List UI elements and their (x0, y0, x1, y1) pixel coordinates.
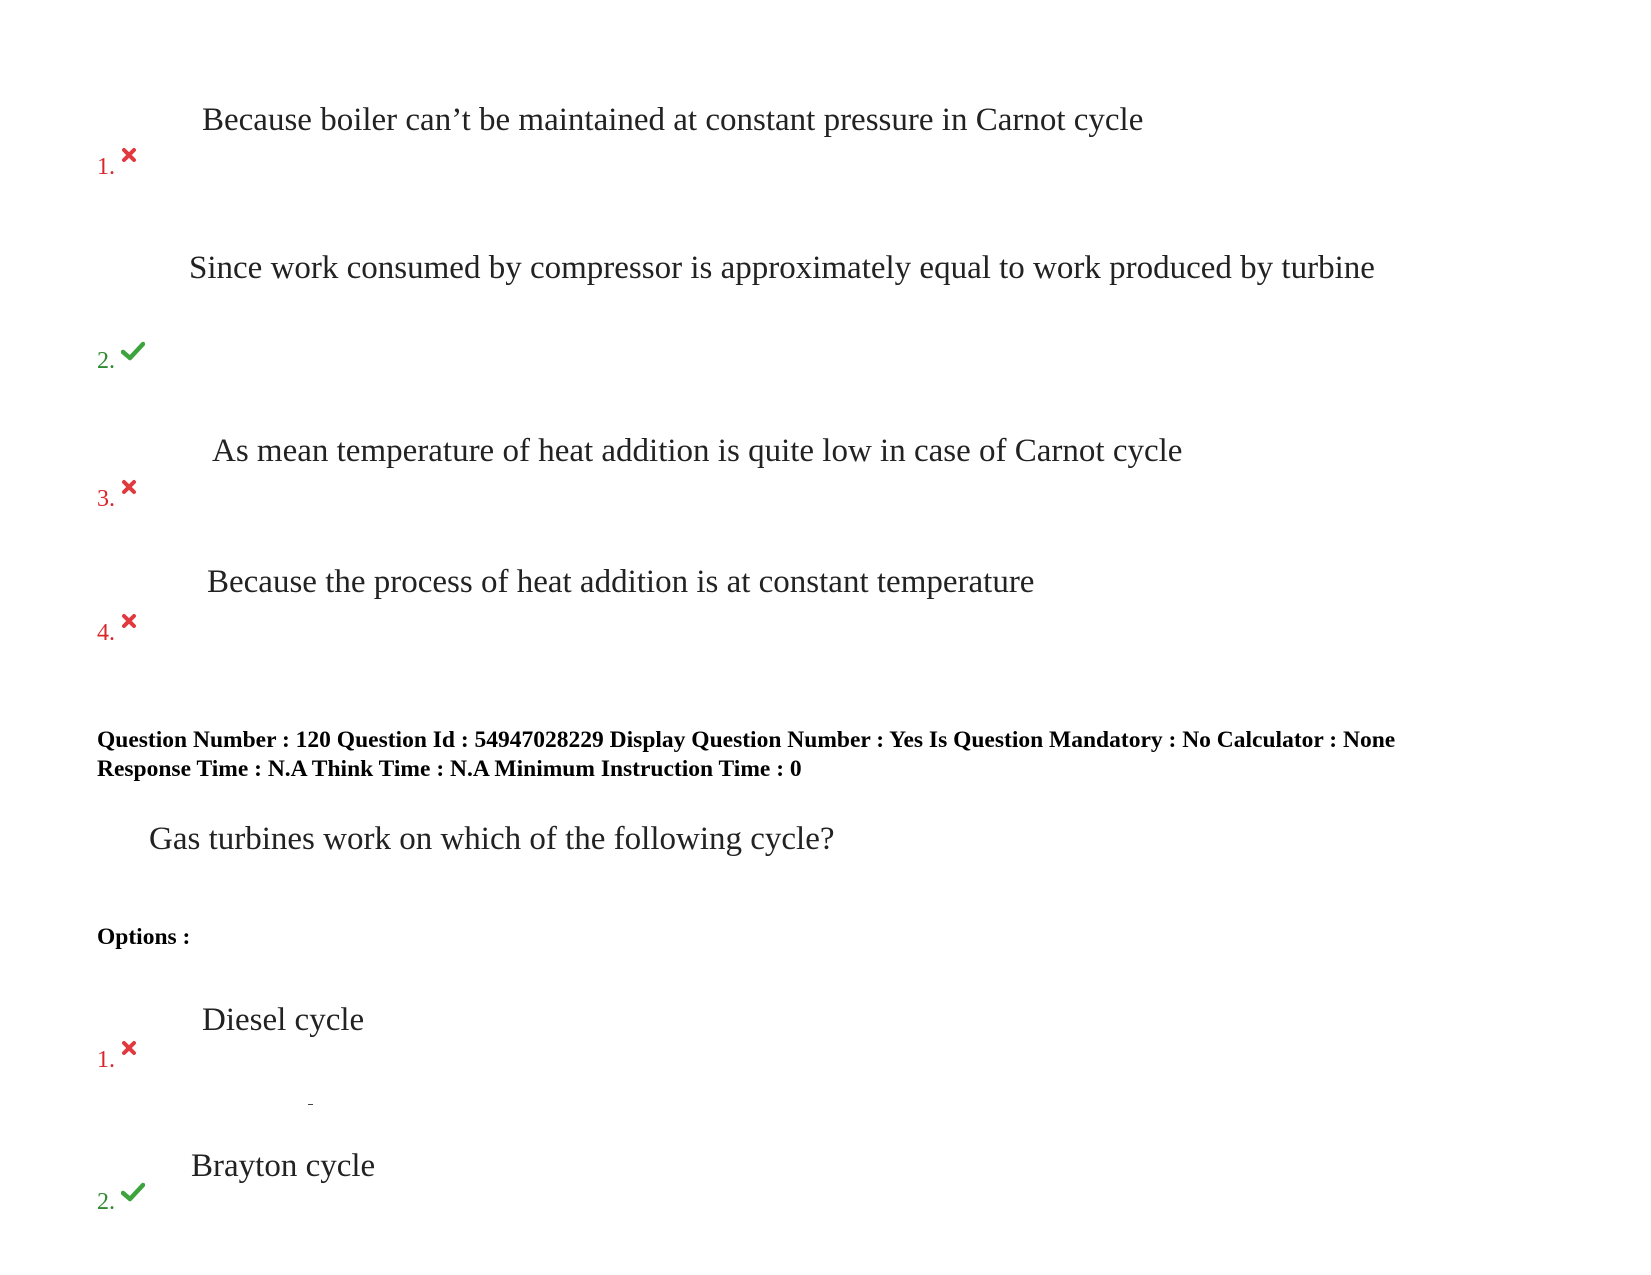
option-marker (97, 347, 145, 375)
option-number: 1. (97, 1047, 115, 1073)
check-icon (121, 341, 145, 361)
option-marker (97, 1046, 137, 1074)
option-text: Because boiler can’t be maintained at constant pressure in Carnot cycle (202, 102, 1144, 138)
option-marker (97, 485, 137, 513)
cross-icon (121, 613, 137, 629)
option-text: Brayton cycle (191, 1148, 376, 1184)
option-number: 4. (97, 620, 115, 646)
option-marker (97, 1188, 145, 1216)
cross-icon (121, 147, 137, 163)
option-number: 3. (97, 486, 115, 512)
option-text: Since work consumed by compressor is approximately equal to work produced by turbine (189, 250, 1375, 286)
check-icon (121, 1182, 145, 1202)
cross-icon (121, 479, 137, 495)
option-text: As mean temperature of heat addition is quite low in case of Carnot cycle (212, 433, 1183, 469)
options-label: Options : (97, 924, 191, 950)
question-meta-line2: Response Time : N.A Think Time : N.A Minimum Instruction Time : 0 (97, 756, 802, 782)
cross-icon (121, 1040, 137, 1056)
question-meta-line1: Question Number : 120 Question Id : 54947028229 Display Question Number : Yes Is Question Mandatory : No Calculator : None (97, 727, 1396, 753)
option-marker (97, 619, 137, 647)
option-number: 1. (97, 154, 115, 180)
stray-mark (308, 1104, 313, 1105)
option-number: 2. (97, 348, 115, 374)
option-number: 2. (97, 1189, 115, 1215)
option-text: Because the process of heat addition is at constant temperature (207, 564, 1035, 600)
question-text: Gas turbines work on which of the following cycle? (149, 821, 835, 857)
option-marker (97, 153, 137, 181)
option-text: Diesel cycle (202, 1002, 365, 1038)
